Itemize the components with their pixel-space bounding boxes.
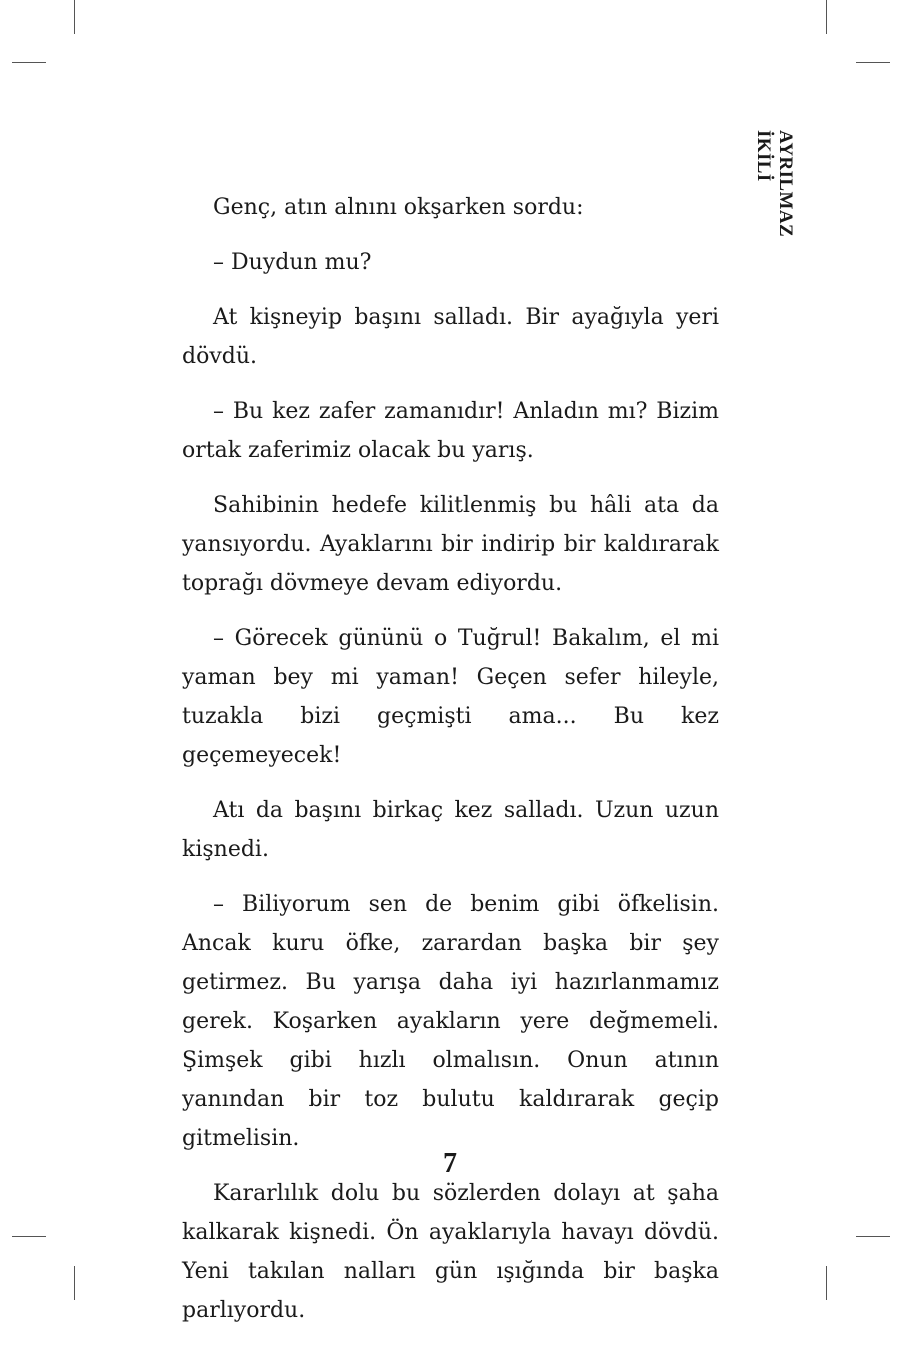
paragraph: Genç, atın alnını okşarken sordu: [213,195,584,220]
crop-mark-bottom-left-vertical [74,1266,75,1300]
crop-mark-top-left-vertical [74,0,75,34]
running-head: AYRILMAZ İKİLİ [753,130,796,238]
crop-mark-top-right-vertical [826,0,827,34]
page-number: 7 [443,1148,457,1179]
paragraph: Sahibinin hedefe kilitlenmiş bu hâli ata da yansıyordu. Ayaklarını bir indirip bir kaldırarak toprağı dövmeye devam ediyordu. [182,493,719,596]
paragraph: At kişneyip başını salladı. Bir ayağıyla yeri dövdü. [182,305,719,369]
paragraph: – Bu kez zafer zamanıdır! Anladın mı? Bizim ortak zaferimiz olacak bu yarış. [182,399,719,463]
paragraph: Atı da başını birkaç kez salladı. Uzun uzun kişnedi. [182,798,719,862]
crop-mark-top-right-horizontal [856,62,890,63]
crop-mark-top-left-horizontal [12,62,46,63]
crop-mark-bottom-right-vertical [826,1266,827,1300]
paragraph: – Duydun mu? [213,250,372,275]
paragraph: – Görecek gününü o Tuğrul! Bakalım, el mi yaman bey mi yaman! Geçen sefer hileyle, tuzakla bizi geçmişti ama... Bu kez geçemeyecek! [182,626,719,768]
crop-mark-bottom-left-horizontal [12,1236,46,1237]
paragraph: – Biliyorum sen de benim gibi öfkelisin. Ancak kuru öfke, zarardan başka bir şey getirmez. Bu yarışa daha iyi hazırlanmamız gerek. Koşarken ayakların yere değmemeli. Şimşek gibi hızlı olmalısın. Onun atının yanından bir toz bulutu kaldırarak geçip gitmelisin. [182,892,719,1151]
crop-mark-bottom-right-horizontal [856,1236,890,1237]
paragraph: Kararlılık dolu bu sözlerden dolayı at şaha kalkarak kişnedi. Ön ayaklarıyla havayı dövdü. Yeni takılan nalları gün ışığında bir başka parlıyordu. [182,1181,719,1323]
